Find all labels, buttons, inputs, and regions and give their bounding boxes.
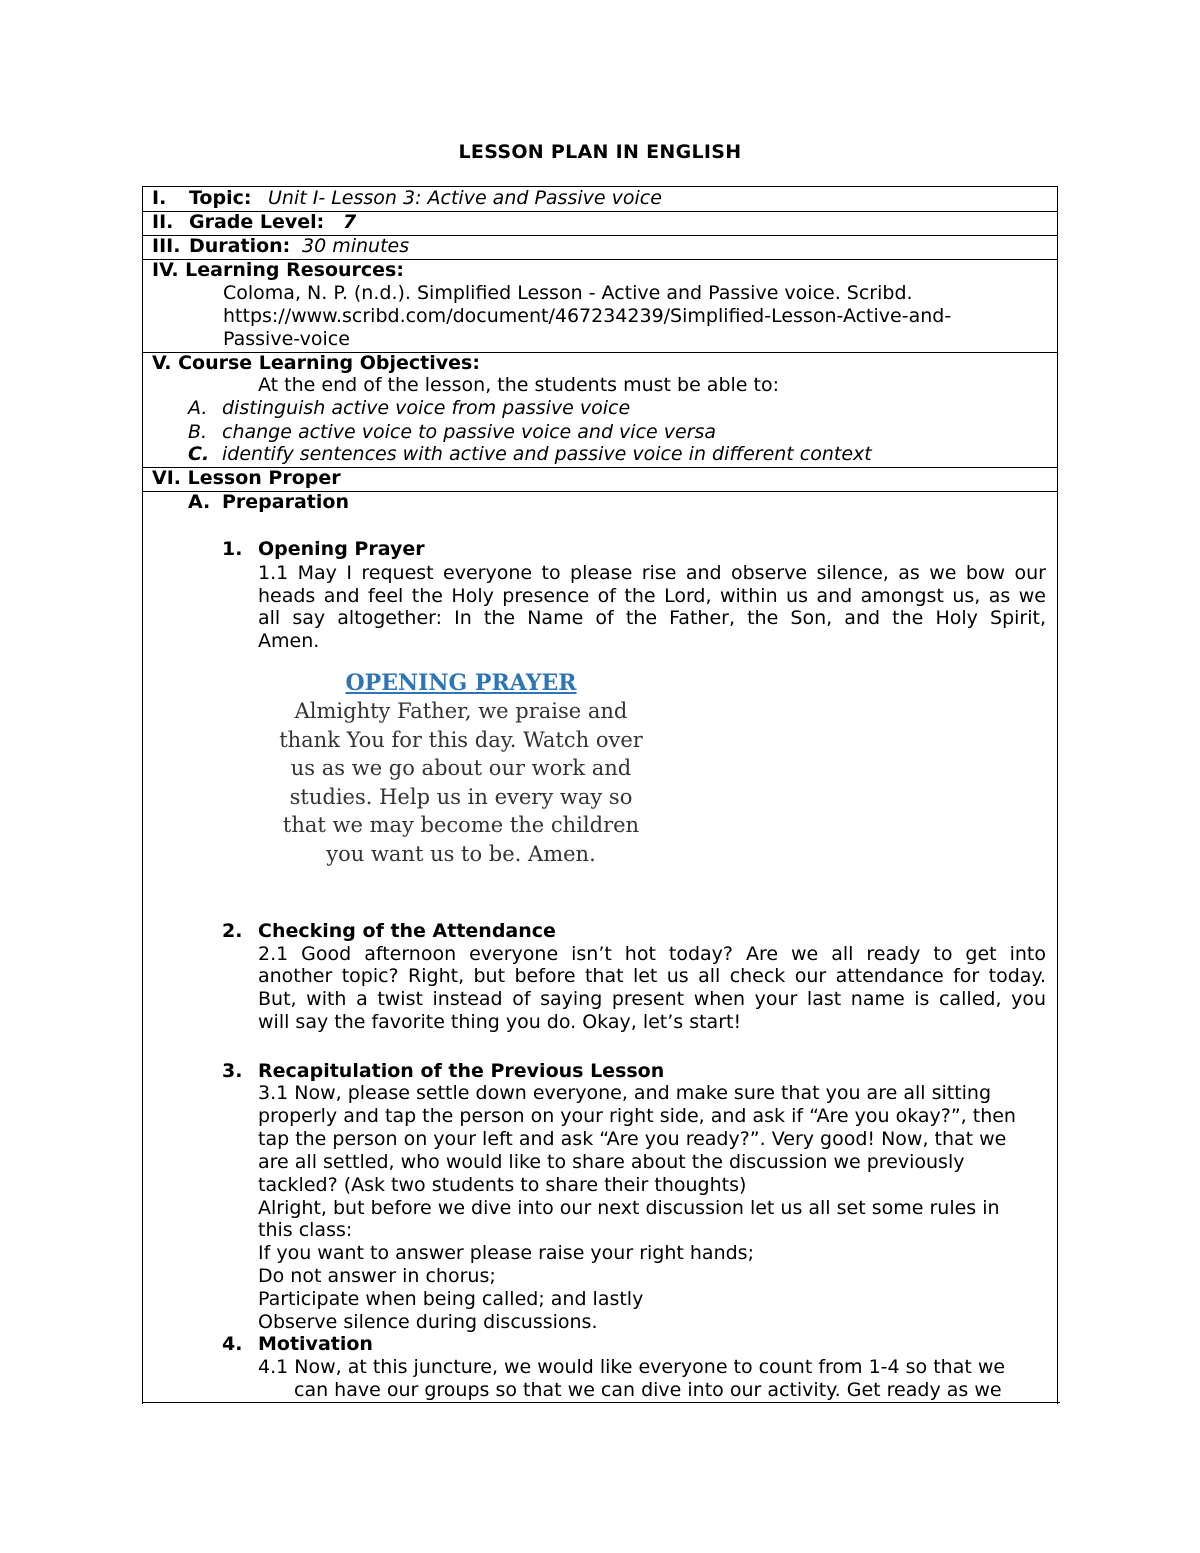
resource-line: Coloma, N. P. (n.d.). Simplified Lesson - Active and Passive voice. Scribd. <box>223 282 913 304</box>
step-line: another topic? Right, but before that let us all check our attendance for today. <box>258 965 1046 987</box>
topic-value: Unit I- Lesson 3: Active and Passive voice <box>268 187 662 209</box>
prayer-image-line: thank You for this day. Watch over <box>279 728 643 752</box>
step-number: 3. <box>222 1060 243 1082</box>
step-line: Amen. <box>258 630 320 652</box>
prayer-image-line: Almighty Father, we praise and <box>294 699 628 723</box>
prayer-image-line: you want us to be. Amen. <box>326 842 596 866</box>
grade-value: 7 <box>343 211 357 233</box>
objectives-intro: At the end of the lesson, the students must be able to: <box>258 374 779 396</box>
objective-letter: B. <box>188 421 208 443</box>
step-label: Motivation <box>258 1333 373 1355</box>
objective-text: distinguish active voice from passive voice <box>222 397 631 419</box>
objective-letter: C. <box>188 443 210 465</box>
duration-label: Duration: <box>189 235 291 257</box>
table-bottom-border <box>142 1402 1060 1403</box>
step-line: Observe silence during discussions. <box>258 1311 598 1333</box>
grade-label: Grade Level: <box>189 211 325 233</box>
step-line: this class: <box>258 1219 353 1241</box>
prayer-image-line: studies. Help us in every way so <box>289 785 633 809</box>
resource-line: https://www.scribd.com/document/467234239/Simplified-Lesson-Active-and- <box>223 305 952 327</box>
duration-number: III. <box>152 235 181 257</box>
step-line: heads and feel the Holy presence of the Lord, within us and amongst us, as we <box>258 585 1046 607</box>
section-letter: A. <box>188 491 211 513</box>
section-label: Preparation <box>222 491 349 513</box>
step-label: Checking of the Attendance <box>258 920 556 942</box>
prayer-image-line: that we may become the children <box>282 813 640 837</box>
step-line: If you want to answer please raise your right hands; <box>258 1242 754 1264</box>
step-line: are all settled, who would like to share about the discussion we previously <box>258 1151 965 1173</box>
step-line: 2.1 Good afternoon everyone isn’t hot today? Are we all ready to get into <box>258 943 1046 965</box>
step-line: Alright, but before we dive into our next discussion let us all set some rules in <box>258 1197 1000 1219</box>
objective-text: change active voice to passive voice and vice versa <box>222 421 717 443</box>
opening-prayer-image <box>260 665 662 875</box>
step-line: will say the favorite thing you do. Okay, let’s start! <box>258 1011 742 1033</box>
step-number: 2. <box>222 920 243 942</box>
step-number: 4. <box>222 1333 243 1355</box>
duration-value: 30 minutes <box>302 235 410 257</box>
step-line: Do not answer in chorus; <box>258 1265 496 1287</box>
grade-number: II. <box>152 211 174 233</box>
lesson-proper-heading: VI. Lesson Proper <box>152 467 341 489</box>
objective-letter: A. <box>188 397 208 419</box>
step-label: Opening Prayer <box>258 538 425 560</box>
topic-label: Topic: <box>189 187 252 209</box>
step-line: can have our groups so that we can dive into our activity. Get ready as we <box>294 1379 1002 1401</box>
prayer-image-line: us as we go about our work and <box>290 756 632 780</box>
step-line: all say altogether: In the Name of the Father, the Son, and the Holy Spirit, <box>258 607 1046 629</box>
step-line: properly and tap the person on your right side, and ask if “Are you okay?”, then <box>258 1105 1016 1127</box>
step-line: tackled? (Ask two students to share their thoughts) <box>258 1174 747 1196</box>
step-line: Participate when being called; and lastly <box>258 1288 644 1310</box>
objective-text: identify sentences with active and passive voice in different context <box>222 443 872 465</box>
step-line: But, with a twist instead of saying present when your last name is called, you <box>258 988 1046 1010</box>
step-number: 1. <box>222 538 243 560</box>
step-line: tap the person on your left and ask “Are you ready?”. Very good! Now, that we <box>258 1128 1007 1150</box>
step-label: Recapitulation of the Previous Lesson <box>258 1060 665 1082</box>
resources-heading: IV. Learning Resources: <box>152 259 404 281</box>
topic-number: I. <box>152 187 167 209</box>
step-line: 4.1 Now, at this juncture, we would like everyone to count from 1-4 so that we <box>258 1356 1006 1378</box>
page-title: LESSON PLAN IN ENGLISH <box>458 141 742 163</box>
prayer-image-title: OPENING PRAYER <box>345 670 577 696</box>
resource-line: Passive-voice <box>223 328 350 350</box>
objectives-heading: V. Course Learning Objectives: <box>152 352 480 374</box>
step-line: 1.1 May I request everyone to please rise and observe silence, as we bow our <box>258 562 1046 584</box>
step-line: 3.1 Now, please settle down everyone, and make sure that you are all sitting <box>258 1082 992 1104</box>
